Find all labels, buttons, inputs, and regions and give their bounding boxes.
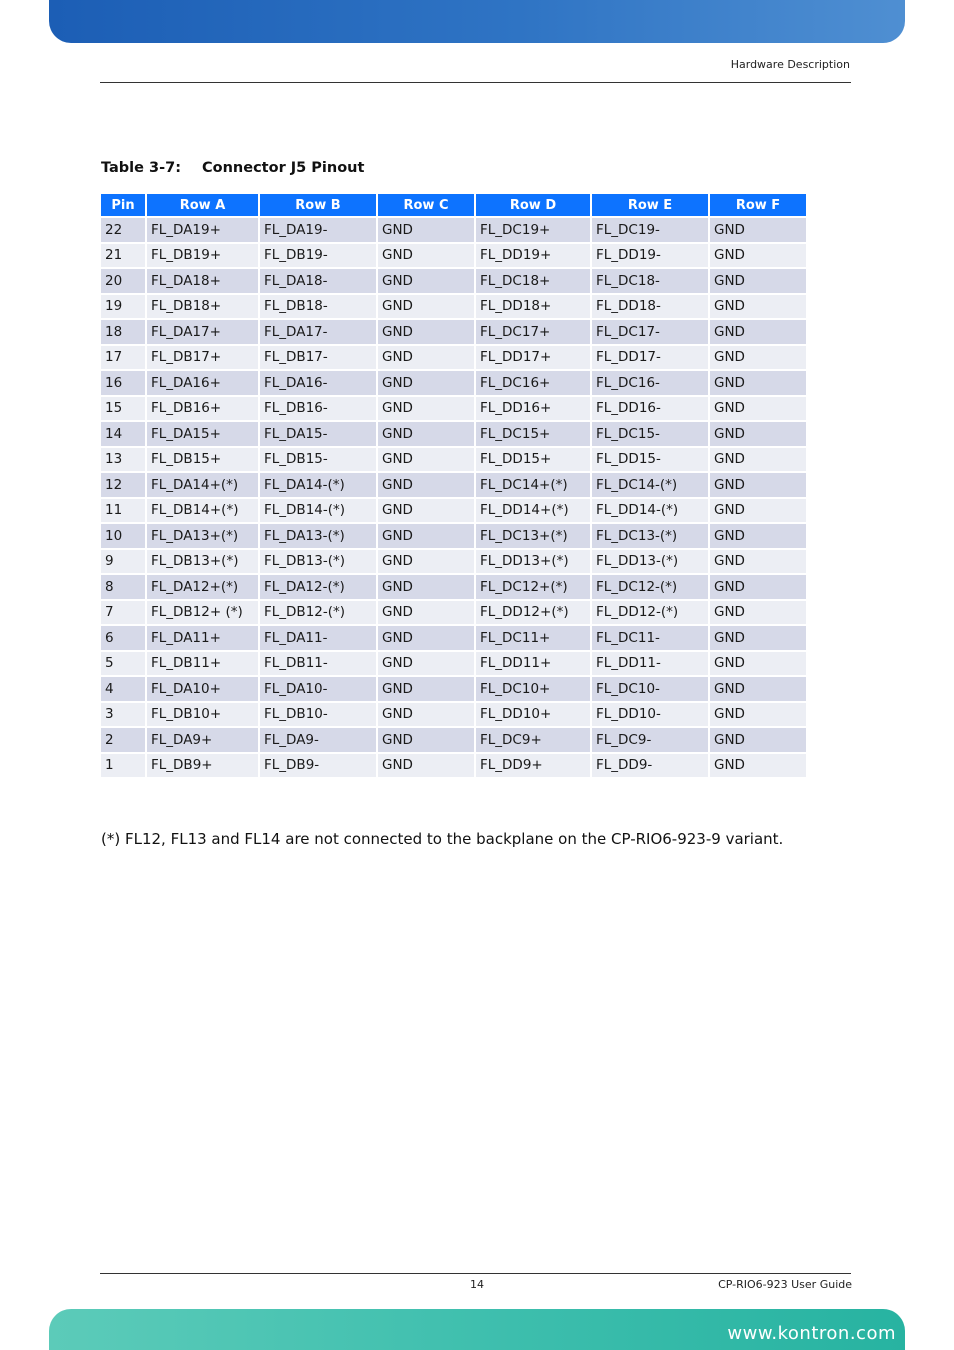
table-row <box>101 550 806 574</box>
table-cell: FL_DB19- <box>260 244 376 268</box>
table-cell: FL_DA19- <box>260 218 376 242</box>
footer-divider <box>100 1273 851 1274</box>
table-cell: GND <box>710 346 806 370</box>
section-header: Hardware Description <box>730 58 850 71</box>
table-cell: FL_DC18+ <box>476 269 590 293</box>
column-header-row-e: Row E <box>592 194 708 216</box>
table-cell: GND <box>378 499 474 523</box>
table-cell: FL_DB19+ <box>147 244 258 268</box>
website-link[interactable]: www.kontron.com <box>727 1323 896 1344</box>
table-cell: GND <box>710 652 806 676</box>
table-cell: GND <box>378 728 474 752</box>
table-cell: GND <box>710 320 806 344</box>
table-cell: GND <box>710 244 806 268</box>
table-cell: 17 <box>101 346 145 370</box>
table-cell: FL_DC17+ <box>476 320 590 344</box>
table-cell: FL_DC11- <box>592 626 708 650</box>
header-divider <box>100 82 851 83</box>
table-cell: FL_DA17- <box>260 320 376 344</box>
table-cell: FL_DA16+ <box>147 371 258 395</box>
table-row <box>101 499 806 523</box>
table-cell: FL_DB11+ <box>147 652 258 676</box>
table-row <box>101 218 806 242</box>
table-cell: FL_DD17+ <box>476 346 590 370</box>
table-cell: FL_DB15+ <box>147 448 258 472</box>
table-row <box>101 371 806 395</box>
table-cell: 14 <box>101 422 145 446</box>
table-cell: FL_DA11+ <box>147 626 258 650</box>
table-cell: FL_DB9- <box>260 754 376 778</box>
table-cell: FL_DD13-(*) <box>592 550 708 574</box>
table-row <box>101 524 806 548</box>
table-row <box>101 703 806 727</box>
table-cell: FL_DA10+ <box>147 677 258 701</box>
table-cell: FL_DA10- <box>260 677 376 701</box>
table-row <box>101 448 806 472</box>
table-cell: FL_DB12-(*) <box>260 601 376 625</box>
table-cell: FL_DD10- <box>592 703 708 727</box>
table-cell: GND <box>378 320 474 344</box>
table-cell: GND <box>710 601 806 625</box>
table-cell: FL_DC12+(*) <box>476 575 590 599</box>
table-row <box>101 473 806 497</box>
table-cell: FL_DD19+ <box>476 244 590 268</box>
column-header-pin: Pin <box>101 194 145 216</box>
table-cell: GND <box>378 524 474 548</box>
table-cell: FL_DA18- <box>260 269 376 293</box>
table-cell: 6 <box>101 626 145 650</box>
table-cell: FL_DB18+ <box>147 295 258 319</box>
table-cell: GND <box>710 448 806 472</box>
table-cell: FL_DC10- <box>592 677 708 701</box>
table-cell: FL_DD15- <box>592 448 708 472</box>
table-cell: FL_DC9+ <box>476 728 590 752</box>
table-cell: 9 <box>101 550 145 574</box>
table-cell: FL_DB10- <box>260 703 376 727</box>
table-cell: FL_DD19- <box>592 244 708 268</box>
table-cell: GND <box>378 218 474 242</box>
table-cell: GND <box>710 295 806 319</box>
table-cell: FL_DB18- <box>260 295 376 319</box>
table-cell: GND <box>378 703 474 727</box>
table-row <box>101 575 806 599</box>
table-cell: 5 <box>101 652 145 676</box>
table-cell: FL_DC14-(*) <box>592 473 708 497</box>
table-cell: FL_DD13+(*) <box>476 550 590 574</box>
table-row <box>101 346 806 370</box>
table-cell: FL_DD9- <box>592 754 708 778</box>
table-cell: GND <box>378 601 474 625</box>
table-cell: FL_DB10+ <box>147 703 258 727</box>
table-cell: FL_DD15+ <box>476 448 590 472</box>
table-cell: GND <box>710 473 806 497</box>
table-cell: FL_DC15+ <box>476 422 590 446</box>
table-row <box>101 295 806 319</box>
table-cell: GND <box>378 550 474 574</box>
table-cell: FL_DB15- <box>260 448 376 472</box>
table-cell: FL_DD11- <box>592 652 708 676</box>
table-cell: GND <box>378 244 474 268</box>
table-cell: GND <box>378 626 474 650</box>
table-cell: FL_DA9- <box>260 728 376 752</box>
table-cell: FL_DD14+(*) <box>476 499 590 523</box>
table-cell: FL_DC16+ <box>476 371 590 395</box>
column-header-row-c: Row C <box>378 194 474 216</box>
table-cell: FL_DC11+ <box>476 626 590 650</box>
table-cell: GND <box>710 524 806 548</box>
table-cell: FL_DD16+ <box>476 397 590 421</box>
table-cell: FL_DB17- <box>260 346 376 370</box>
table-cell: 22 <box>101 218 145 242</box>
table-cell: FL_DB17+ <box>147 346 258 370</box>
table-row <box>101 320 806 344</box>
table-cell: GND <box>710 728 806 752</box>
table-header-row <box>101 194 806 216</box>
header-band <box>49 0 905 43</box>
table-cell: FL_DC17- <box>592 320 708 344</box>
column-header-row-b: Row B <box>260 194 376 216</box>
table-cell: FL_DC19+ <box>476 218 590 242</box>
table-cell: FL_DB13-(*) <box>260 550 376 574</box>
table-cell: 21 <box>101 244 145 268</box>
table-cell: 3 <box>101 703 145 727</box>
table-cell: GND <box>378 295 474 319</box>
table-cell: 16 <box>101 371 145 395</box>
table-cell: FL_DA9+ <box>147 728 258 752</box>
table-cell: 7 <box>101 601 145 625</box>
table-row <box>101 626 806 650</box>
table-body <box>101 218 806 777</box>
table-cell: FL_DC15- <box>592 422 708 446</box>
table-cell: 19 <box>101 295 145 319</box>
table-cell: FL_DD9+ <box>476 754 590 778</box>
table-cell: GND <box>378 575 474 599</box>
page-number: 14 <box>470 1278 484 1291</box>
table-cell: FL_DB11- <box>260 652 376 676</box>
table-cell: GND <box>378 754 474 778</box>
table-cell: FL_DD12+(*) <box>476 601 590 625</box>
table-cell: FL_DC16- <box>592 371 708 395</box>
table-row <box>101 601 806 625</box>
table-cell: FL_DB9+ <box>147 754 258 778</box>
table-cell: FL_DA19+ <box>147 218 258 242</box>
table-caption <box>101 160 364 176</box>
table-cell: FL_DA13-(*) <box>260 524 376 548</box>
table-cell: 13 <box>101 448 145 472</box>
table-cell: 2 <box>101 728 145 752</box>
table-row <box>101 728 806 752</box>
table-cell: FL_DC12-(*) <box>592 575 708 599</box>
table-cell: GND <box>378 397 474 421</box>
table-cell: FL_DA15+ <box>147 422 258 446</box>
table-cell: FL_DA11- <box>260 626 376 650</box>
table-cell: GND <box>710 499 806 523</box>
table-cell: FL_DA14-(*) <box>260 473 376 497</box>
table-cell: FL_DB14-(*) <box>260 499 376 523</box>
table-cell: FL_DB13+(*) <box>147 550 258 574</box>
table-cell: GND <box>710 677 806 701</box>
table-row <box>101 677 806 701</box>
table-cell: GND <box>378 677 474 701</box>
table-number: Table 3-7: <box>101 160 182 176</box>
table-cell: GND <box>710 754 806 778</box>
table-cell: FL_DA18+ <box>147 269 258 293</box>
table-cell: FL_DA13+(*) <box>147 524 258 548</box>
table-cell: FL_DD18- <box>592 295 708 319</box>
table-cell: FL_DC9- <box>592 728 708 752</box>
table-cell: FL_DA12-(*) <box>260 575 376 599</box>
table-cell: FL_DC19- <box>592 218 708 242</box>
table-cell: FL_DA17+ <box>147 320 258 344</box>
table-cell: GND <box>378 269 474 293</box>
table-cell: 4 <box>101 677 145 701</box>
table-cell: 1 <box>101 754 145 778</box>
table-cell: 18 <box>101 320 145 344</box>
table-cell: GND <box>710 269 806 293</box>
table-cell: GND <box>710 626 806 650</box>
table-cell: 10 <box>101 524 145 548</box>
column-header-row-a: Row A <box>147 194 258 216</box>
table-cell: FL_DC10+ <box>476 677 590 701</box>
document-name: CP-RIO6-923 User Guide <box>718 1278 852 1291</box>
table-cell: FL_DC14+(*) <box>476 473 590 497</box>
footnote: (*) FL12, FL13 and FL14 are not connected to the backplane on the CP-RIO6-923-9 variant. <box>101 830 784 848</box>
table-cell: FL_DD11+ <box>476 652 590 676</box>
table-cell: 8 <box>101 575 145 599</box>
table-cell: GND <box>710 397 806 421</box>
table-row <box>101 397 806 421</box>
table-cell: FL_DC13-(*) <box>592 524 708 548</box>
table-row <box>101 422 806 446</box>
table-row <box>101 269 806 293</box>
table-cell: FL_DA14+(*) <box>147 473 258 497</box>
table-cell: GND <box>378 371 474 395</box>
table-cell: FL_DD18+ <box>476 295 590 319</box>
table-cell: FL_DD16- <box>592 397 708 421</box>
table-cell: FL_DD10+ <box>476 703 590 727</box>
table-cell: 11 <box>101 499 145 523</box>
table-cell: FL_DB14+(*) <box>147 499 258 523</box>
table-cell: FL_DA12+(*) <box>147 575 258 599</box>
column-header-row-f: Row F <box>710 194 806 216</box>
table-cell: FL_DB16- <box>260 397 376 421</box>
table-cell: GND <box>378 473 474 497</box>
table-cell: FL_DA16- <box>260 371 376 395</box>
table-row <box>101 754 806 778</box>
table-cell: 15 <box>101 397 145 421</box>
table-cell: GND <box>378 448 474 472</box>
table-cell: FL_DD17- <box>592 346 708 370</box>
table-cell: FL_DB16+ <box>147 397 258 421</box>
table-cell: FL_DD12-(*) <box>592 601 708 625</box>
table-cell: GND <box>710 218 806 242</box>
table-cell: 20 <box>101 269 145 293</box>
table-cell: GND <box>378 422 474 446</box>
table-title: Connector J5 Pinout <box>202 160 365 176</box>
table-cell: GND <box>378 346 474 370</box>
table-cell: FL_DC13+(*) <box>476 524 590 548</box>
table-row <box>101 652 806 676</box>
table-cell: FL_DC18- <box>592 269 708 293</box>
table-cell: GND <box>710 550 806 574</box>
table-cell: FL_DA15- <box>260 422 376 446</box>
table-cell: GND <box>710 422 806 446</box>
table-cell: GND <box>710 575 806 599</box>
table-cell: GND <box>710 371 806 395</box>
column-header-row-d: Row D <box>476 194 590 216</box>
table-cell: GND <box>378 652 474 676</box>
table-row <box>101 244 806 268</box>
table-cell: FL_DB12+ (*) <box>147 601 258 625</box>
table-cell: GND <box>710 703 806 727</box>
table-cell: 12 <box>101 473 145 497</box>
table-cell: FL_DD14-(*) <box>592 499 708 523</box>
pinout-table <box>99 192 808 779</box>
